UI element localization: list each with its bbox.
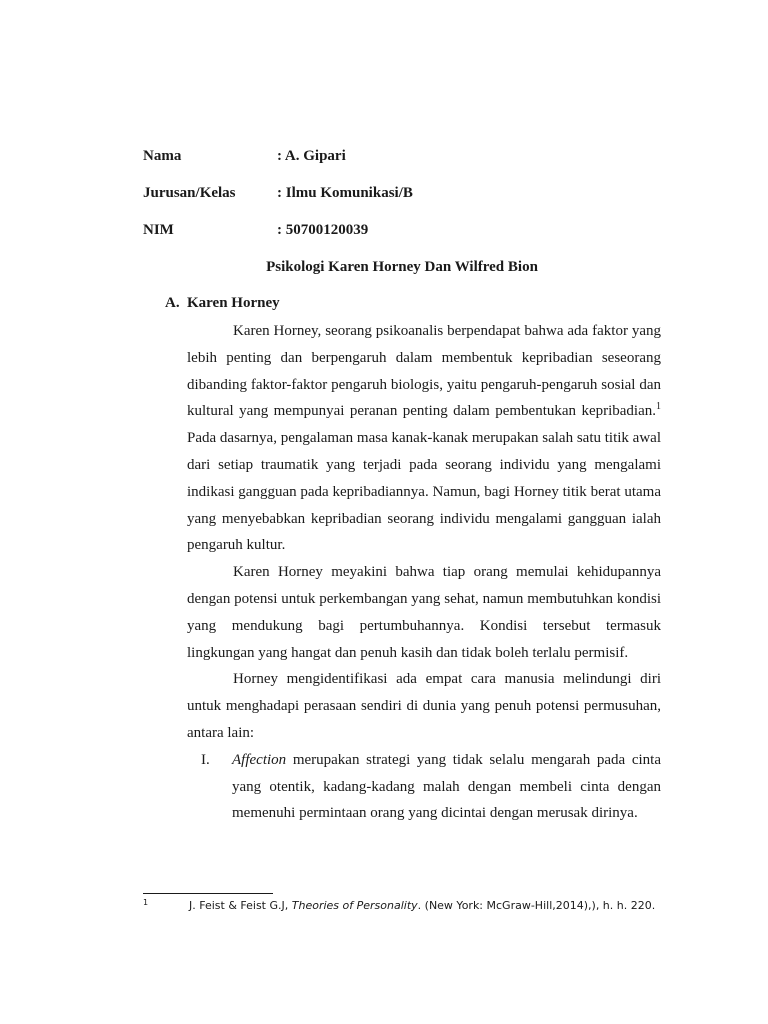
identity-value: : 50700120039: [277, 222, 369, 238]
paragraph-3: Horney mengidentifikasi ada empat cara manusia melindungi diri untuk menghadapi perasaan sendiri di dunia yang penuh potensi permusuhan, antara lain:: [187, 671, 661, 741]
identity-label: NIM: [143, 222, 174, 238]
footnote-divider: [143, 893, 273, 894]
footnote-text: [189, 897, 655, 915]
paragraph-1-text-b: Pada dasarnya, pengalaman masa kanak-kanak merupakan salah satu titik awal dari setiap traumatik yang terjadi pada seorang individu yang mengalami indikasi gangguan pada kepribadiannya. Namun, bagi Horney titik berat utama yang menyebabkan kepribadian seorang individu mengalami gangguan ialah pengaruh kultur.: [187, 430, 661, 554]
section-heading-text: Karen Horney: [187, 295, 280, 311]
list-text: merupakan strategi yang tidak selalu mengarah pada cinta yang otentik, kadang-kadang malah dengan membeli cinta dengan memenuhi permintaan orang yang dicintai dengan merusak dirinya.: [232, 751, 661, 822]
footnote-authors: J. Feist & Feist G.J,: [189, 899, 292, 912]
document-title: Psikologi Karen Horney Dan Wilfred Bion: [266, 259, 538, 275]
identity-label: Nama: [143, 148, 182, 164]
paragraph-1: [187, 318, 661, 559]
section-letter: A.: [165, 295, 180, 311]
footnote-publication: . (New York: McGraw-Hill,2014),), h. h. 220.: [417, 899, 656, 912]
identity-label: Jurusan/Kelas: [143, 185, 236, 201]
section-heading: [165, 295, 280, 312]
footnote-book-title: Theories of Personality: [291, 899, 418, 912]
identity-value: : Ilmu Komunikasi/B: [277, 185, 413, 201]
footnote-number: 1: [143, 898, 149, 907]
identity-value: : A. Gipari: [277, 148, 346, 164]
paragraph-2: Karen Horney meyakini bahwa tiap orang memulai kehidupannya dengan potensi untuk perkembangan yang sehat, namun membutuhkan kondisi yang mendukung bagi pertumbuhannya. Kondisi tersebut termasuk lingkungan yang hangat dan penuh kasih dan tidak boleh terlalu permisif.: [187, 564, 661, 661]
list-term: Affection: [232, 751, 287, 768]
footnote-reference: 1: [656, 401, 661, 413]
paragraph-1-text-a: Karen Horney, seorang psikoanalis berpendapat bahwa ada faktor yang lebih penting dan berpengaruh dalam membentuk kepribadian seseorang dibanding faktor-faktor pengaruh biologis, yaitu pengaruh-pengaruh sosial dan kultural yang mempunyai peranan penting dalam pembentukan kepribadian.: [187, 323, 661, 420]
list-item: [187, 747, 661, 827]
list-marker: I.: [201, 751, 210, 768]
body-text: [187, 318, 661, 827]
